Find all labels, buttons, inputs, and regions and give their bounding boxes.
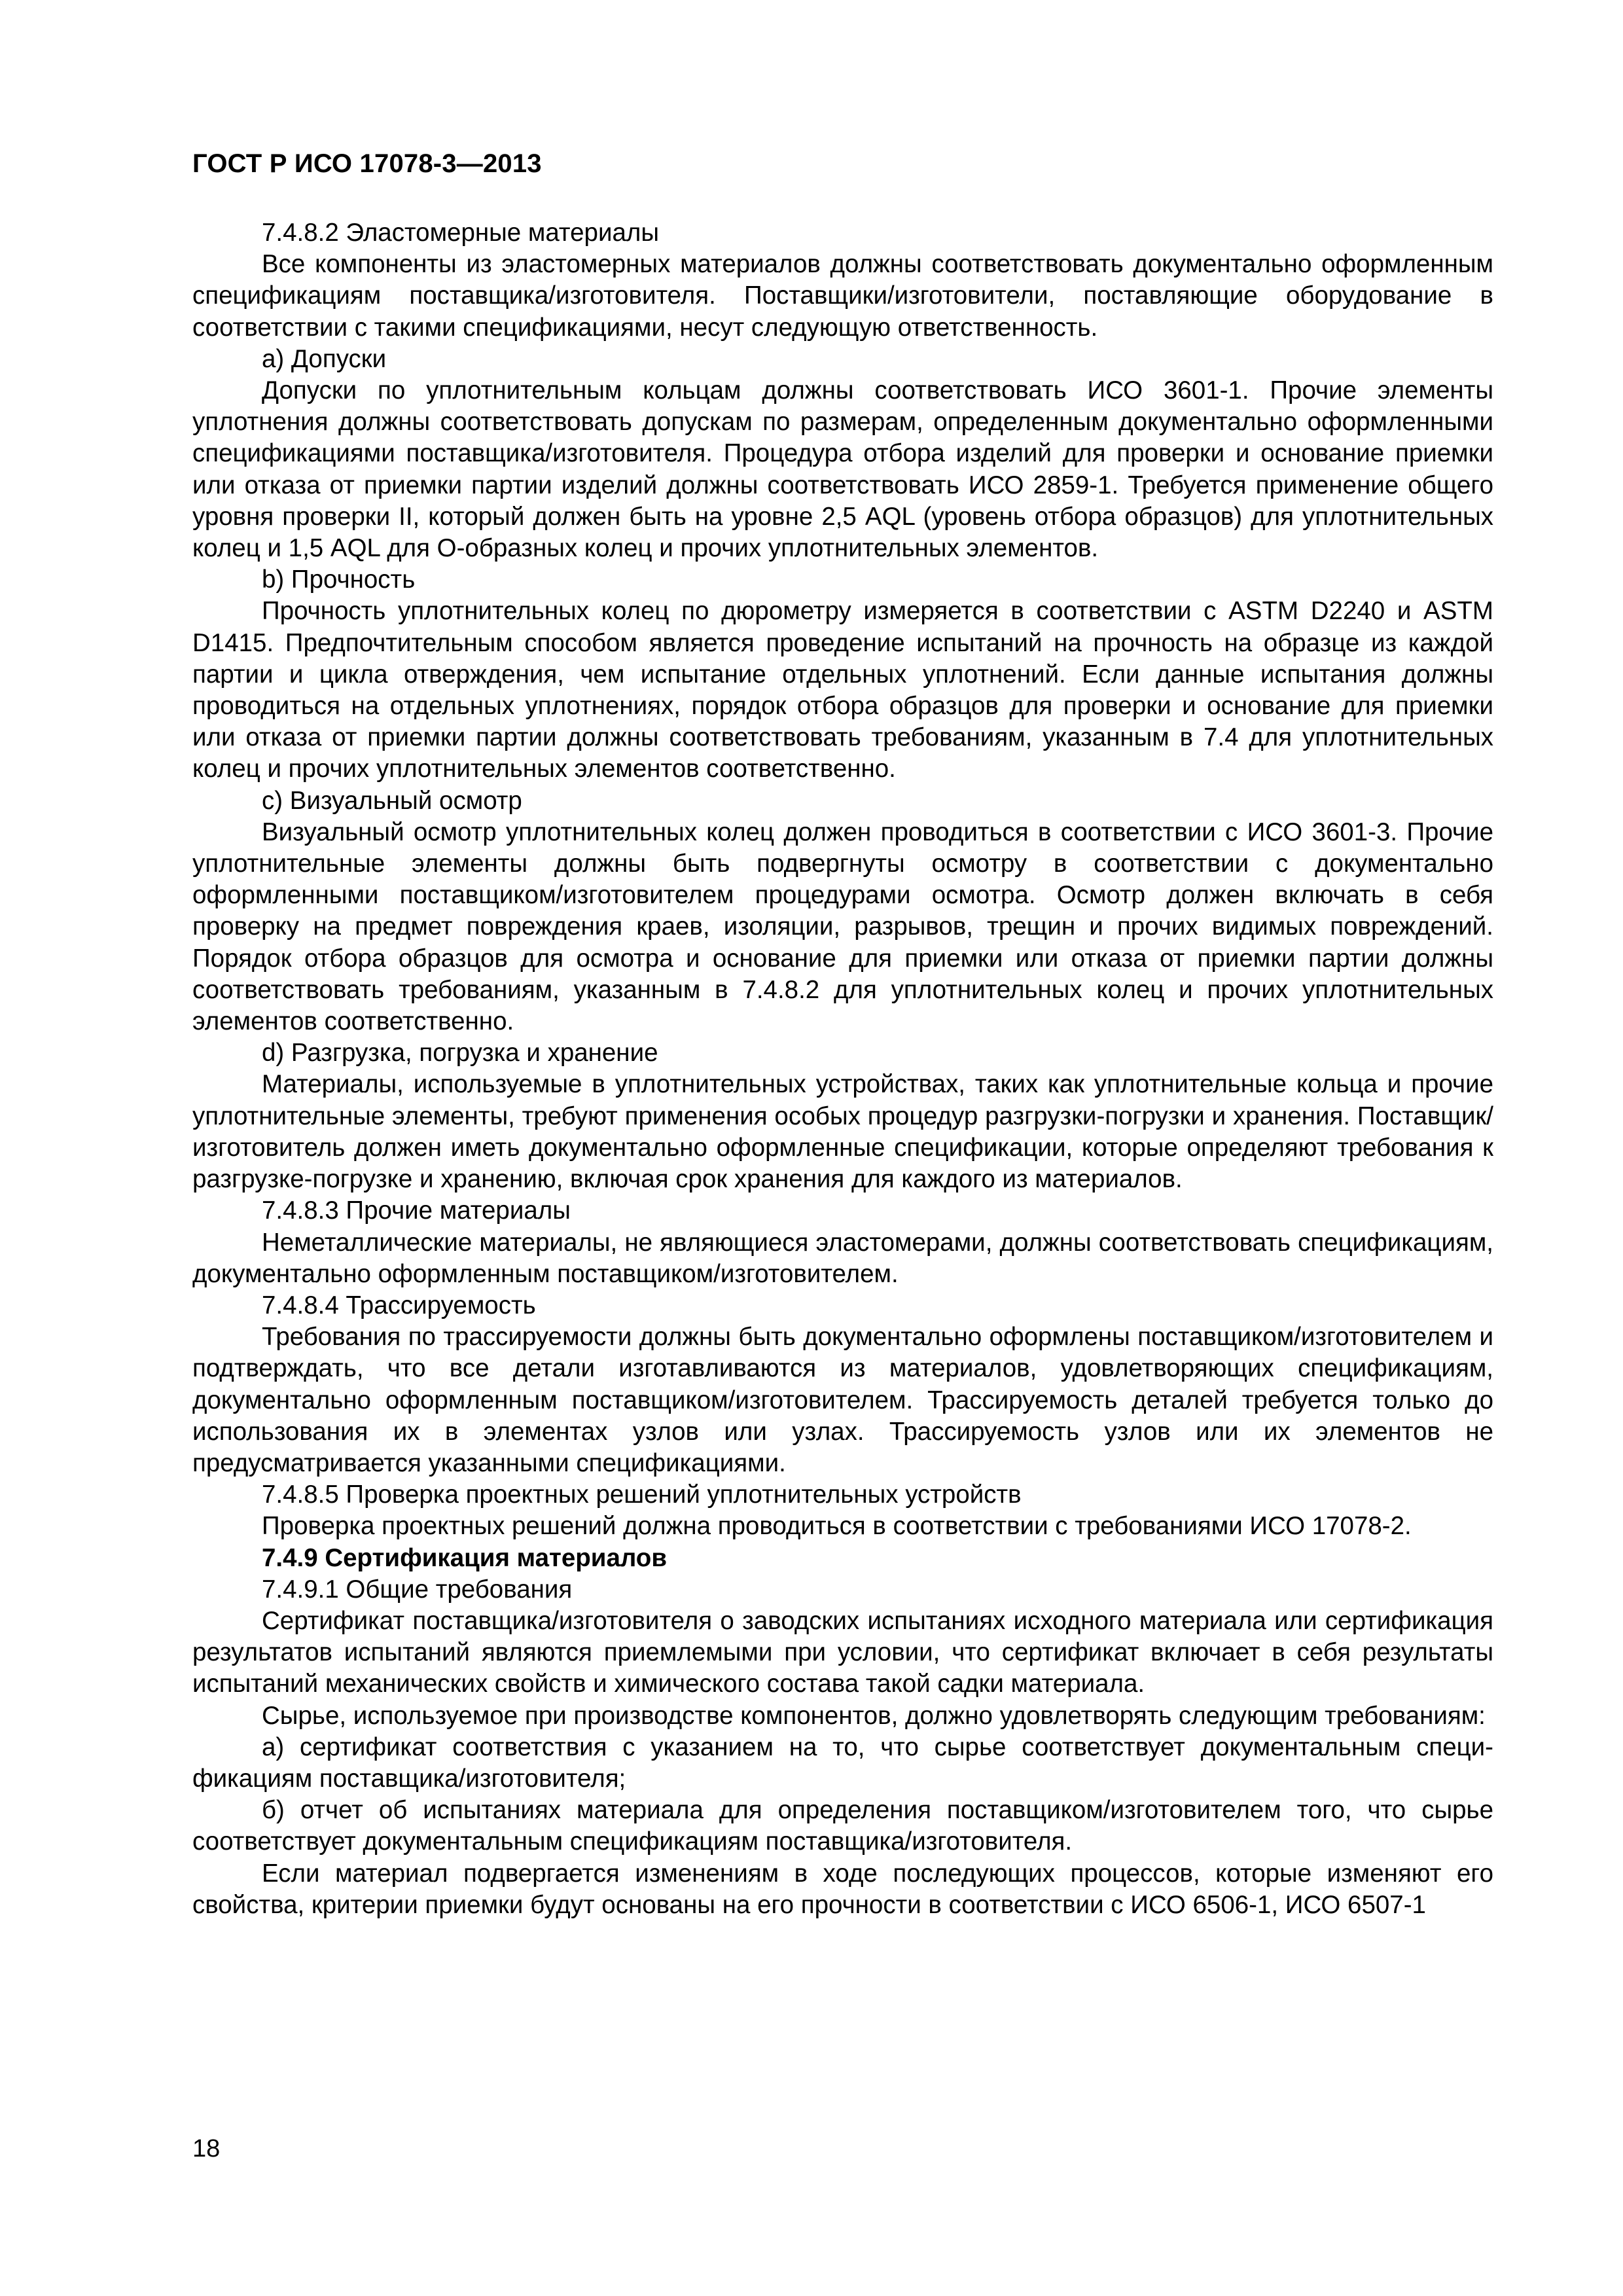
paragraph: Материалы, используемые в уплотнительных устройствах, таких как уплотнительные кольца и прочие уплотнительные элементы, требуют применения особых процедур разгрузки-погрузки и хранения. Поставщик/изготовитель должен иметь документально оформленные спецификации, которые определяют требования к разгрузке-погрузке и хранению, включая срок хранения для каждого из материалов. bbox=[192, 1070, 1493, 1194]
paragraph: Неметаллические материалы, не являющиеся эластомерами, должны соответствовать спецификациям, документально оформленным поставщиком/изготовителем. bbox=[192, 1228, 1493, 1288]
document-header: ГОСТ Р ИСО 17078-3—2013 bbox=[192, 149, 542, 178]
subsection-heading: а) Допуски bbox=[262, 344, 387, 373]
paragraph: Проверка проектных решений должна проводиться в соответствии с требованиями ИСО 17078-2. bbox=[262, 1512, 1412, 1541]
section-heading: 7.4.9.1 Общие требования bbox=[262, 1575, 573, 1604]
paragraph: Допуски по уплотнительным кольцам должны соответствовать ИСО 3601-1. Прочие элементы уплотнения должны соответствовать допускам по размерам, определенным документально оформленными спецификациями поставщика/изготовителя. Процедура отбора изделий для проверки и основание приемки или отказа от приемки партии изделий должны соответствовать ИСО 2859-1. Требуется применение общего уровня проверки II, который должен быть на уровне 2,5 AQL (уровень отбора образцов) для уплотнительных колец и 1,5 AQL для О-образных колец и прочих уплотнительных элементов. bbox=[192, 376, 1493, 563]
subsection-heading: d) Разгрузка, погрузка и хранение bbox=[262, 1039, 658, 1067]
paragraph: Сертификат поставщика/изготовителя о заводских испытаниях исходного материала или сертификация результатов испытаний являются приемлемыми при условии, что сертификат включает в себя результаты испытаний механических свойств и химического состава такой садки материала. bbox=[192, 1606, 1493, 1698]
section-heading: 7.4.8.4 Трассируемость bbox=[262, 1291, 536, 1319]
paragraph: Все компоненты из эластомерных материалов должны соответствовать документально оформленным спецификациям поставщика/изготовителя. Поставщики/изготовители, поставляющие оборудование в соответствии с такими спецификациями, несут следующую ответственность. bbox=[192, 250, 1493, 342]
paragraph: Визуальный осмотр уплотнительных колец должен проводиться в соответствии с ИСО 3601-3. Прочие уплотнительные элементы должны быть подвергнуты осмотру в соответствии с документально оформленными поставщиком/изготовителем процедурами осмотра. Осмотр должен включать в себя проверку на предмет повреждения краев, изоляции, разрывов, трещин и прочих видимых повреждений. Порядок отбора образцов для осмотра и основание для приемки или отказа от приемки партии должны соответствовать требованиям, указанным в 7.4.8.2 для уплотнительных колец и прочих уплотнительных элементов соответственно. bbox=[192, 817, 1493, 1036]
paragraph: Прочность уплотнительных колец по дюрометру измеряется в соответствии с ASTM D2240 и ASTM D1415. Предпочтительным способом является проведение испытаний на прочность на образце из каждой партии и цикла отверждения, чем испытание отдельных уплотнений. Если данные испытания должны проводиться на отдельных уплотнениях, порядок отбора образцов для проверки и основание для приемки или отказа от приемки партии должны соответствовать требованиям, указанным в 7.4 для уплотнительных колец и прочих уплотнительных элементов соответственно. bbox=[192, 597, 1493, 783]
page-number: 18 bbox=[192, 2135, 221, 2162]
section-heading: 7.4.8.3 Прочие материалы bbox=[262, 1196, 571, 1225]
subsection-heading: b) Прочность bbox=[262, 565, 416, 594]
paragraph: Сырье, используемое при производстве компонентов, должно удовлетворять следующим требованиям: bbox=[262, 1701, 1486, 1730]
paragraph: Если материал подвергается изменениям в ходе последующих процессов, которые изменяют его свойства, критерии приемки будут основаны на его прочности в соответствии с ИСО 6506-1, ИСО 6507-1 bbox=[192, 1859, 1493, 1919]
section-heading-bold: 7.4.9 Сертификация материалов bbox=[262, 1543, 667, 1572]
subsection-heading: с) Визуальный осмотр bbox=[262, 786, 522, 815]
list-item: а) сертификат соответствия с указанием на то, что сырье соответствует документальным спецификациям поставщика/изготовителя; bbox=[192, 1732, 1493, 1793]
section-heading: 7.4.8.2 Эластомерные материалы bbox=[262, 219, 660, 247]
document-body bbox=[192, 217, 1493, 1921]
paragraph: Требования по трассируемости должны быть документально оформлены поставщиком/изготовителем и подтверждать, что все детали изготавливаются из материалов, удовлетворяющих спецификациям, документально оформленным поставщиком/изготовителем. Трассируемость деталей требуется только до использования их в элементах узлов или узлах. Трассируемость узлов или их элементов не предусматривается указанными спецификациями. bbox=[192, 1323, 1493, 1477]
list-item: б) отчет об испытаниях материала для определения поставщиком/изготовителем того, что сырье соответствует документальным спецификациям поставщика/изготовителя. bbox=[192, 1796, 1493, 1856]
section-heading: 7.4.8.5 Проверка проектных решений уплотнительных устройств bbox=[262, 1480, 1022, 1509]
